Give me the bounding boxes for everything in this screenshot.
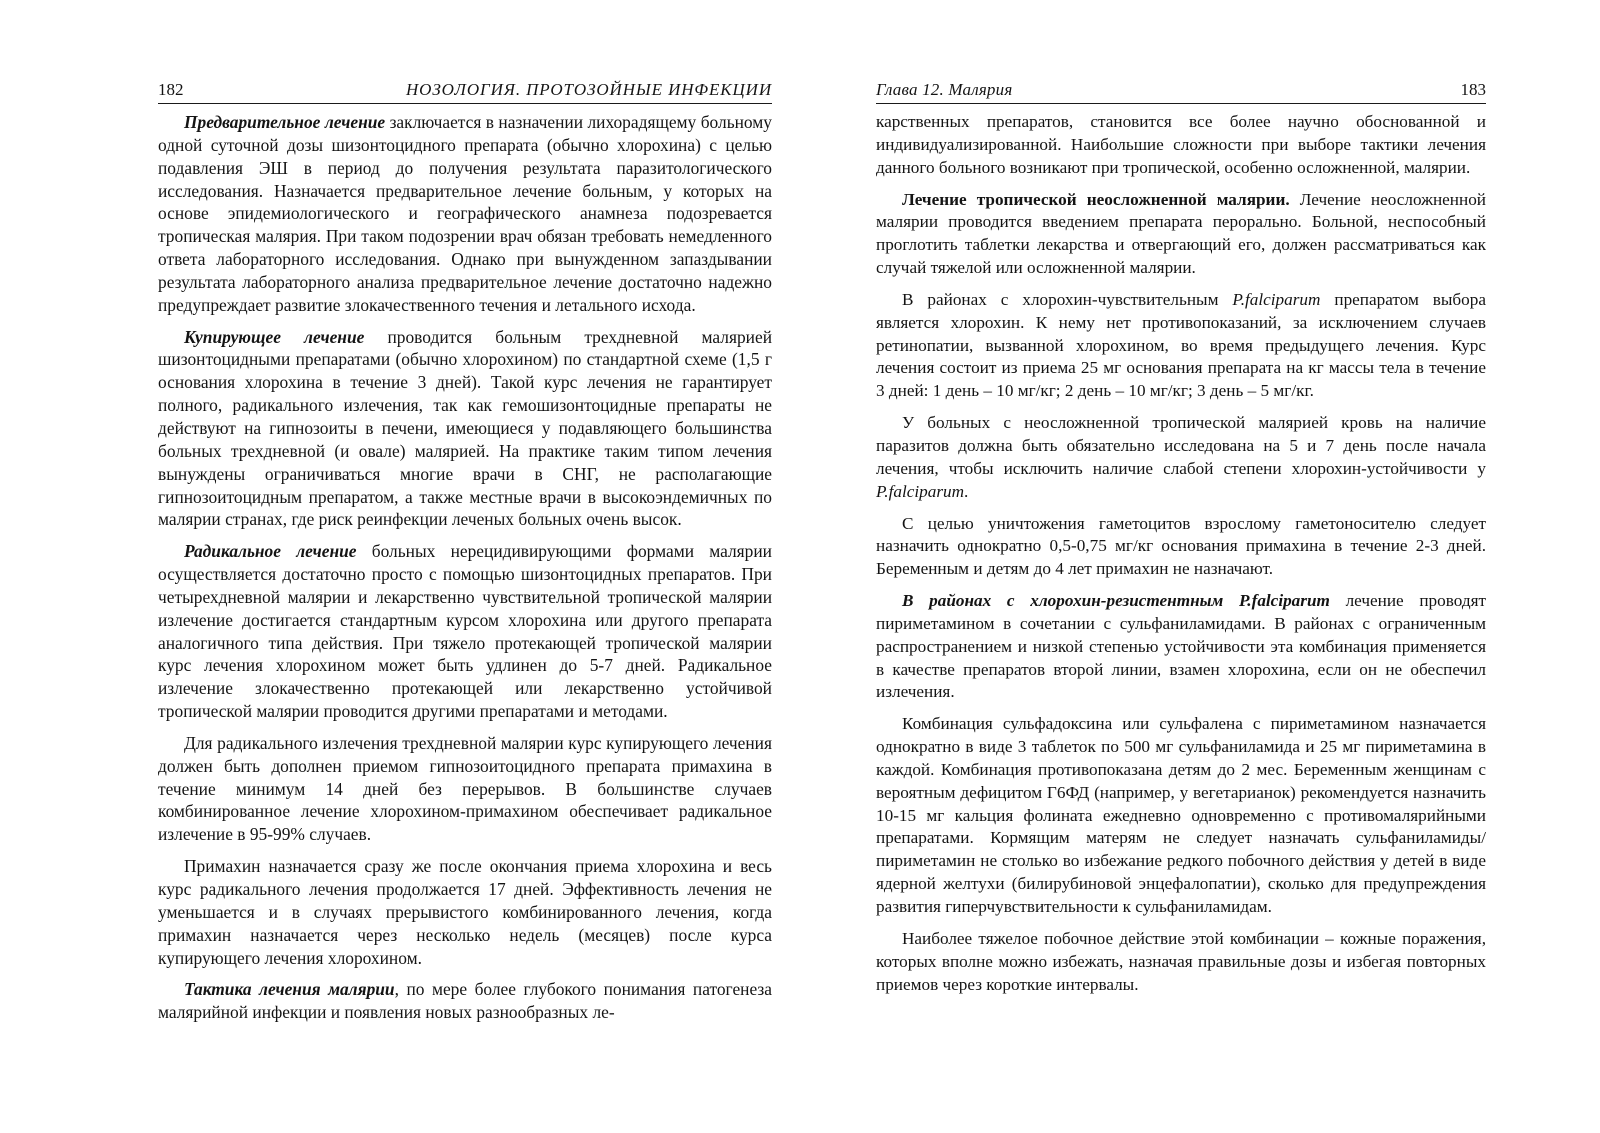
paragraph-chloroquine-resistant: [876, 590, 1486, 704]
left-running-head: [158, 80, 772, 104]
paragraph-lead: Радикальное лечение: [184, 541, 357, 562]
paragraph-text: В районах с хлорохин-чувствительным: [902, 289, 1233, 309]
paragraph-chloroquine-sensitive: [876, 289, 1486, 403]
paragraph-uncomplicated-malaria: [876, 189, 1486, 280]
species-name: P.falciparum: [876, 481, 965, 501]
left-running-title: НОЗОЛОГИЯ. ПРОТОЗОЙНЫЕ ИНФЕКЦИИ: [405, 80, 772, 99]
right-page-number: 183: [1460, 80, 1486, 99]
species-name: P.falciparum: [1239, 591, 1330, 611]
left-page: [158, 80, 772, 1080]
paragraph-lead: Предварительное лечение: [184, 112, 386, 132]
paragraph-text: лечение проводят пириметамином в сочетании с сульфаниламидами. В районах с ограниченным распространением и низкой степенью устойчивости эта комбинация применяется в качестве препаратов второй линии, взамен хлорохина, если он не обеспечил излечения.: [876, 591, 1487, 702]
right-running-head: [876, 80, 1486, 104]
paragraph-text: больных нерецидивирующими формами малярии осуществляется достаточно просто с помощью шизонтоцидных препаратов. При четырехдневной малярии и лекарственно чувствительной тропической малярии излечение достигается стандартным курсом хлорохина или другого препарата аналогичного типа действия. При тяжело протекающей тропической малярии курс лечения хлорохином может быть удлинен до 5-7 дней. Радикальное излечение злокачественно протекающей или лекарственно устойчивой тропической малярии проводится другими препаратами и методами.: [158, 541, 772, 722]
paragraph-text: , по мере более глубокого понимания патогенеза малярийной инфекции и появления новых разнообразных ле-: [158, 979, 772, 1023]
paragraph-primaquine-course: Примахин назначается сразу же после окончания приема хлорохина и весь курс радикального лечения продолжается 17 дней. Эффективность лечения не уменьшается и в случаях прерывистого комбинированного лечения, когда примахин назначается через несколько недель (месяцев) после курса купирующего лечения хлорохином.: [158, 856, 772, 968]
paragraph-continuation: карственных препаратов, становится все более научно обоснованной и индивидуализированной. Наибольшие сложности при выборе тактики лечения данного больного возникают при тропической, особенно осложненной, малярии.: [876, 112, 1486, 177]
paragraph-vivax-radical-cure: Для радикального излечения трехдневной малярии курс купирующего лечения должен быть дополнен приемом гипнозоитоцидного препарата примахина в течение минимум 14 дней без перерывов. В большинстве случаев комбинированное лечение хлорохином-примахином обеспечивает радикальное излечение в 95-99% случаев.: [158, 732, 772, 845]
paragraph-text: проводится больным трехдневной малярией шизонтоцидными препаратами (обычно хлорохином) по стандартной схеме (1,5 г основания хлорохина в течение 3 дней). Такой курс лечения не гарантирует полного, радикального излечения, так как гемошизонтоцидные препараты не действуют на гипнозоиты в печени, имеющиеся у подавляющего большинства больных трехдневной (и овале) малярией. На практике таким типом лечения вынуждены ограничиваться многие врачи в СНГ, не располагающие гипнозоитоцидным препаратом, а также местные врачи в высокоэндемичных по малярии странах, где риск реинфекции леченых больных очень высок.: [158, 326, 772, 530]
paragraph-text: заключается в назначении лихорадящему больному одной суточной дозы шизонтоцидного препарата (обычно хлорохина) с целью подавления ЭШ в период до получения результата паразитологического исследования. Назначается предварительное лечение больным, у которых на основе эпидемиологического и географического анамнеза подозревается тропическая малярия. При таком подозрении врач обязан требовать немедленного ответа лабораторного исследования. Однако при вынужденном запаздывании результата лабораторного анализа предварительное лечение достаточно надежно предупреждает развитие злокачественного течения и летального исхода.: [158, 112, 772, 315]
right-running-title: Глава 12. Малярия: [876, 80, 1013, 99]
paragraph-text: Лечение неосложненной малярии проводится введением препарата перорально. Больной, неспособный проглотить таблетки лекарства и отвергающий его, должен рассматриваться как случай тяжелой или осложненной малярии.: [876, 189, 1486, 278]
species-name: P.falciparum: [1232, 289, 1321, 309]
paragraph-lead: Тактика лечения малярии: [184, 979, 395, 1000]
paragraph-text: .: [964, 481, 969, 501]
paragraph-lead: Лечение тропической неосложненной малярии.: [902, 189, 1290, 209]
paragraph-blood-check: [876, 412, 1486, 503]
paragraph-preliminary-treatment: [158, 111, 772, 317]
paragraph-suppressive-treatment: [158, 326, 772, 532]
paragraph-gametocytes: С целью уничтожения гаметоцитов взрослому гаметоносителю следует назначить однократно 0,5-0,75 мг/кг основания примахина в течение 2-3 дней. Беременным и детям до 4 лет примахин не назначают.: [876, 513, 1486, 579]
paragraph-side-effect: Наиболее тяжелое побочное действие этой комбинации – кожные поражения, которых вполне можно избежать, назначая правильные дозы и избегая повторных приемов через короткие интервалы.: [876, 928, 1486, 994]
paragraph-text: У больных с неосложненной тропической малярией кровь на наличие паразитов должна быть обязательно исследована на 5 и 7 день после начала лечения, чтобы исключить наличие слабой степени хлорохин-устойчивости у: [876, 413, 1486, 478]
paragraph-lead: В районах с хлорохин-резистентным: [902, 591, 1240, 611]
paragraph-treatment-tactics: [158, 978, 772, 1024]
paragraph-text: препаратом выбора является хлорохин. К нему нет противопоказаний, за исключением случаев ретинопатии, вызванной хлорохином, во время предыдущего лечения. Курс лечения состоит из приема 25 мг основания препарата на кг массы тела в течение 3 дней: 1 день – 10 мг/кг; 2 день – 10 мг/кг; 3 день – 5 мг/кг.: [876, 289, 1486, 401]
right-page: [876, 80, 1486, 1080]
paragraph-radical-treatment: [158, 540, 772, 723]
left-page-number: 182: [158, 80, 184, 99]
paragraph-combination: Комбинация сульфадоксина или сульфалена с пириметамином назначается однократно в виде 3 таблеток по 500 мг сульфаниламида и 25 мг пириметамина в каждой. Комбинация противопоказана детям до 2 мес. Беременным женщинам с вероятным дефицитом Г6ФД (например, у вегетарианок) рекомендуется назначить 10-15 мг кальция фолината ежедневно одновременно с противомалярийными препаратами. Кормящим матерям не следует назначать сульфаниламиды/пириметамин не столько во избежание редкого побочного действия у детей в виде ядерной желтухи (билирубиновой энцефалопатии), сколько для предупреждения развития гиперчувствительности к сульфаниламидам.: [876, 714, 1486, 916]
paragraph-lead: Купирующее лечение: [184, 326, 365, 347]
